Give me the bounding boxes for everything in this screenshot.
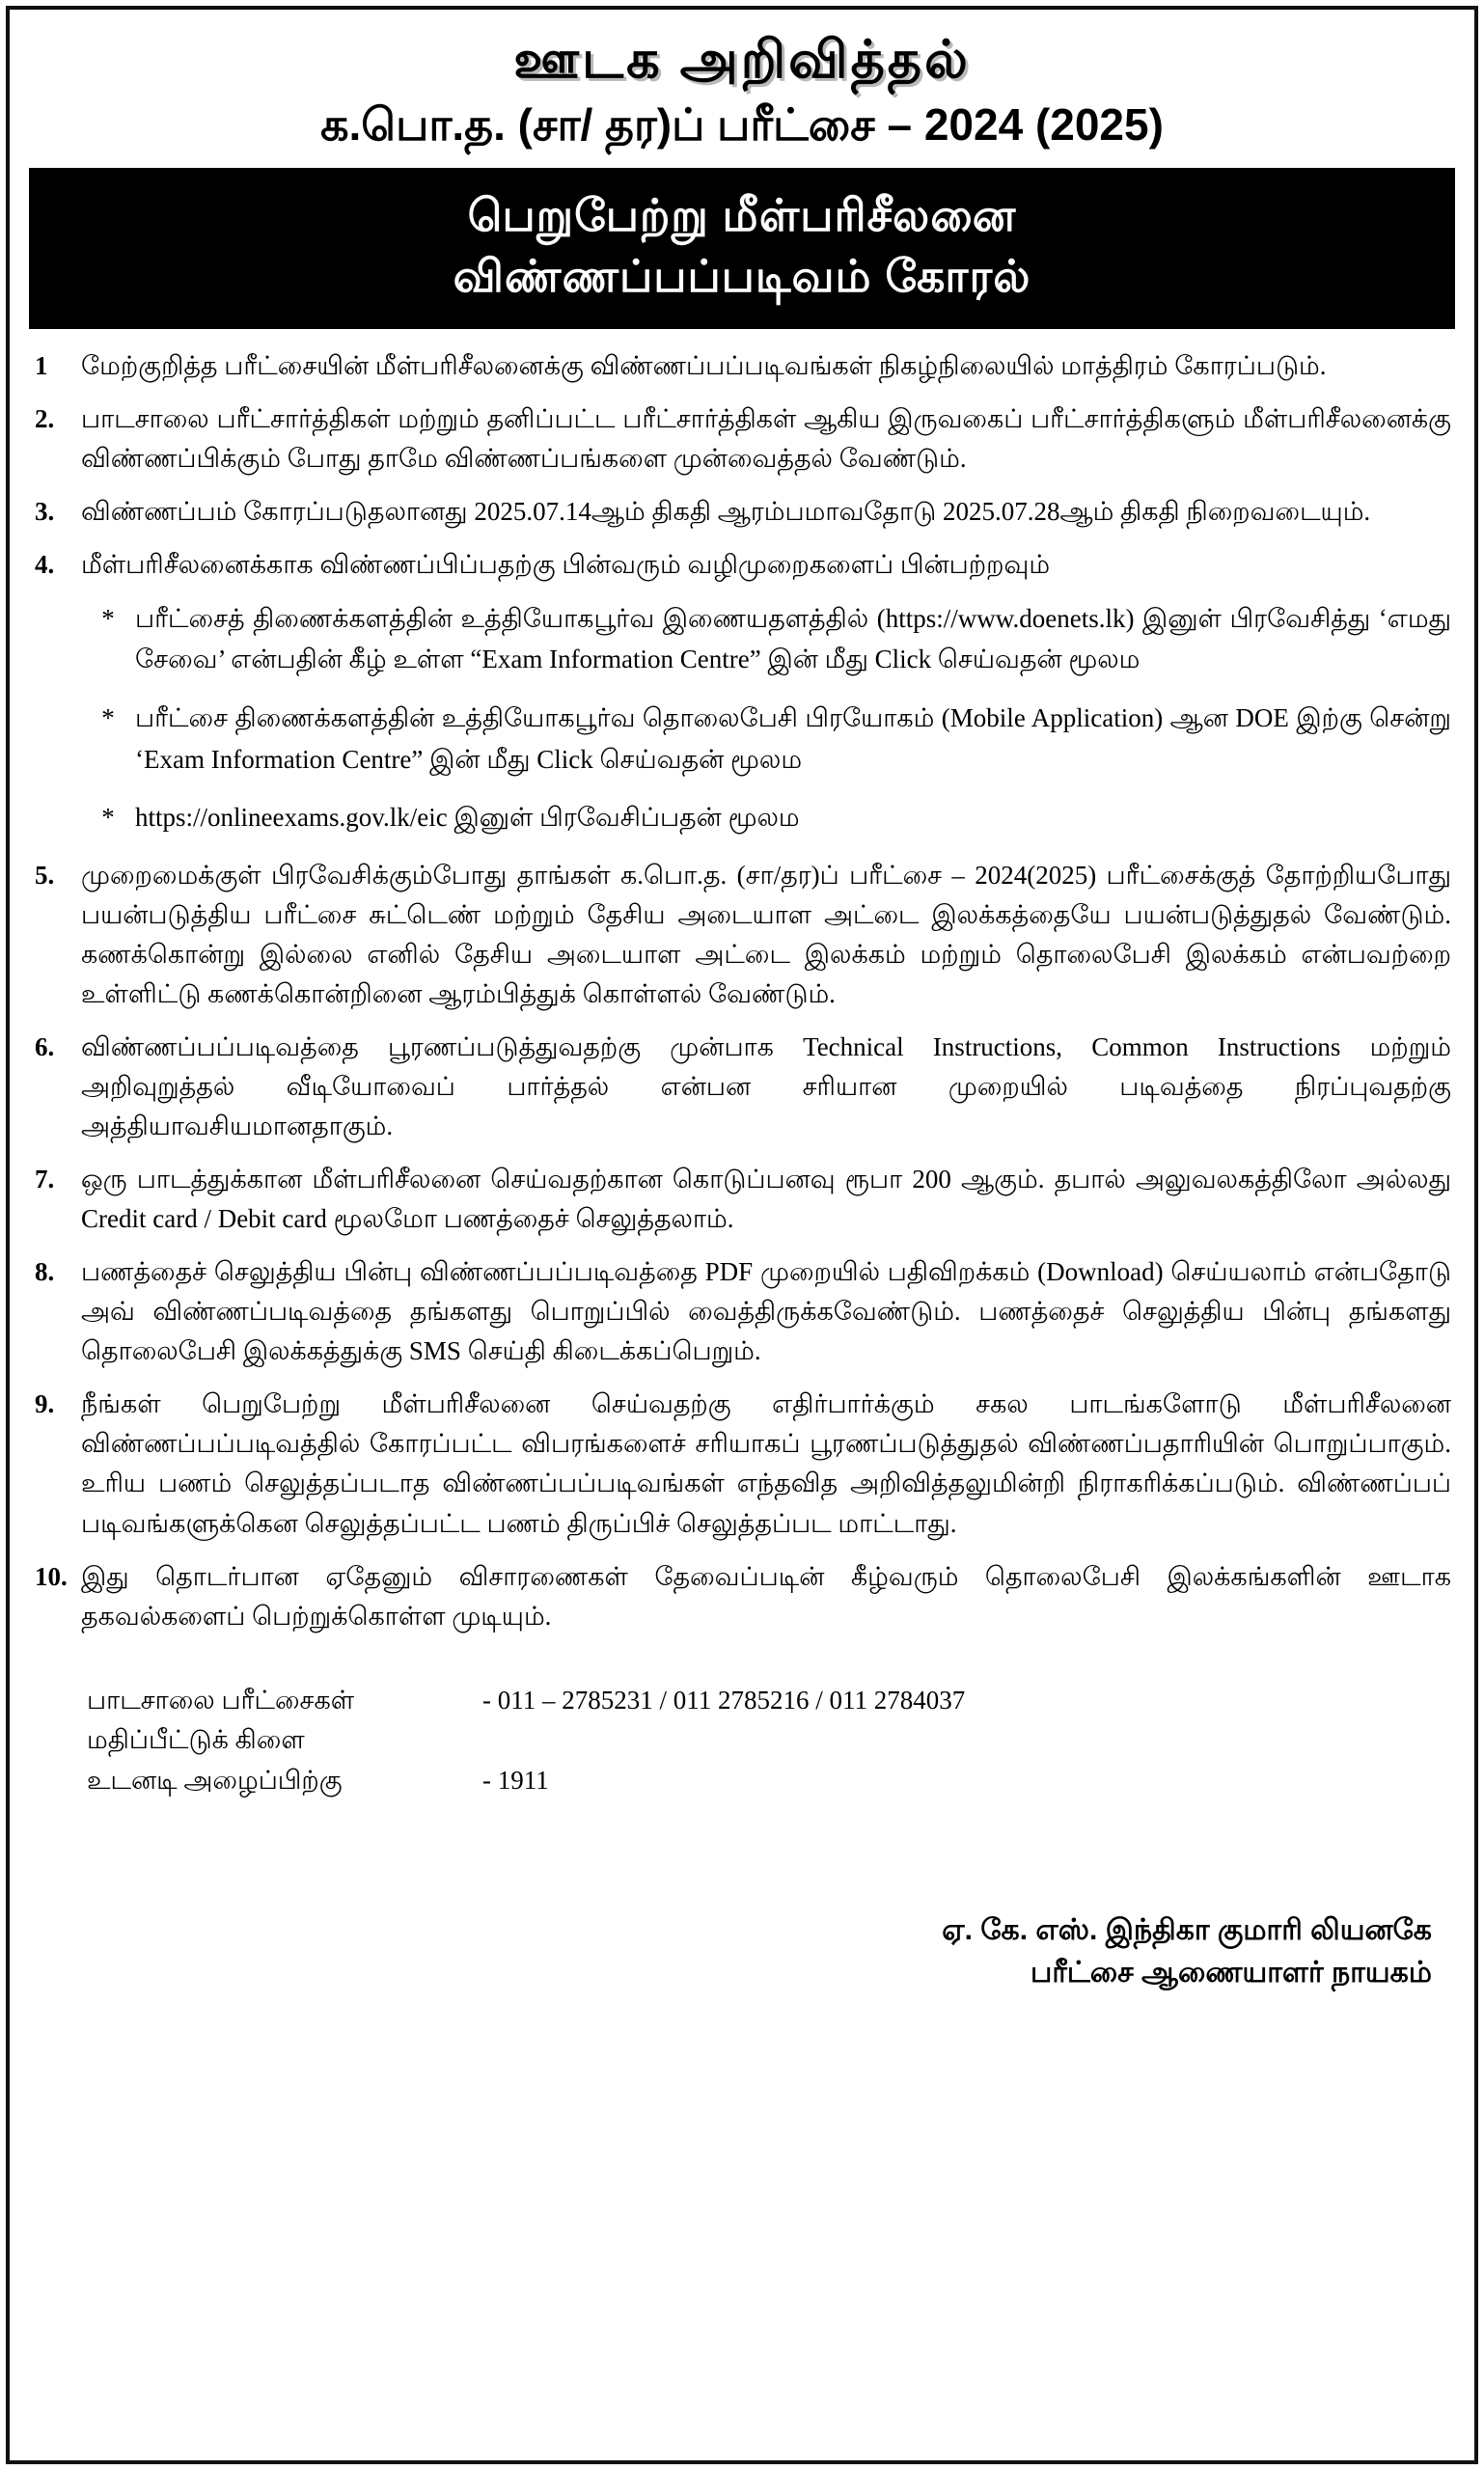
item-text: விண்ணப்பம் கோரப்படுதலானது 2025.07.14ஆம் திகதி ஆரம்பமாவதோடு 2025.07.28ஆம் திகதி நிறைவடையும். xyxy=(81,496,1371,526)
asterisk-bullet-icon: * xyxy=(101,603,115,633)
item-number: 6. xyxy=(35,1032,55,1062)
item-number: 7. xyxy=(35,1165,55,1194)
list-item xyxy=(29,1252,1451,1371)
asterisk-bullet-icon: * xyxy=(101,703,115,733)
item-text: விண்ணப்பப்படிவத்தை பூரணப்படுத்துவதற்கு முன்பாக Technical Instructions, Common Instructions மற்றும் அறிவுறுத்தல் வீடியோவைப் பார்த்தல் என்பன சரியான முறையில் படிவத்தை நிரப்புவதற்கு அத்தியாவசியமானதாகும். xyxy=(81,1032,1451,1141)
item-body-group xyxy=(81,545,1451,842)
list-item xyxy=(29,1557,1451,1636)
asterisk-bullet-icon: * xyxy=(101,803,115,833)
masthead xyxy=(19,14,1465,152)
contact-phone-numbers: - 011 – 2785231 / 011 2785216 / 011 2784037 xyxy=(482,1685,966,1715)
item-number: 3. xyxy=(35,496,55,526)
item-text: மேற்குறித்த பரீட்சையின் மீள்பரிசீலனைக்கு விண்ணப்பப்படிவங்கள் நிகழ்நிலையில் மாத்திரம் கோரப்படும். xyxy=(81,350,1327,380)
list-item xyxy=(29,492,1451,532)
sub-item-text: பரீட்சை திணைக்களத்தின் உத்தியோகபூர்வ தொலைபேசி பிரயோகம் (Mobile Application) ஆன DOE இற்கு சென்று ‘Exam Information Centre” இன் மீது Click செய்வதன் மூலம xyxy=(135,703,1451,774)
contact-row xyxy=(29,1761,1451,1801)
item-number: 5. xyxy=(35,861,55,891)
item-text: பணத்தைச் செலுத்திய பின்பு விண்ணப்பப்படிவத்தை PDF முறையில் பதிவிறக்கம் (Download) செய்யலாம் என்பதோடு அவ் விண்ணப்படிவத்தை தங்களது பொறுப்பில் வைத்திருக்கவேண்டும். பணத்தைச் செலுத்திய பின்பு தங்களது தொலைபேசி இலக்கத்துக்கு SMS செய்தி கிடைக்கப்பெறும். xyxy=(81,1257,1451,1366)
contact-label: பாடசாலை பரீட்சைகள் மதிப்பீட்டுக் கிளை xyxy=(87,1685,355,1755)
exam-subtitle: க.பொ.த. (சா/ தர)ப் பரீட்சை – 2024 (2025) xyxy=(320,99,1164,151)
sub-list-item xyxy=(81,698,1451,780)
method-sub-list xyxy=(81,598,1451,838)
item-text: முறைமைக்குள் பிரவேசிக்கும்போது தாங்கள் க.பொ.த. (சா/தர)ப் பரீட்சை – 2024(2025) பரீட்சைக்குத் தோற்றியபோது பயன்படுத்திய பரீட்சை சுட்டெண் மற்றும் தேசிய அடையாள அட்டை இலக்கத்தையே பயன்படுத்துதல் வேண்டும். கணக்கொன்று இல்லை எனில் தேசிய அடையாள அட்டை இலக்கம் மற்றும் தொலைபேசி இலக்கம் என்பவற்றை உள்ளிட்டு கணக்கொன்றினை ஆரம்பித்துக் கொள்ளல் வேண்டும். xyxy=(81,861,1451,1009)
sub-item-text: https://onlineexams.gov.lk/eic இனுள் பிரவேசிப்பதன் மூலம xyxy=(135,803,800,833)
item-number: 2. xyxy=(35,403,55,433)
signatory-name: ஏ. கே. எஸ். இந்திகா குமாரி லியனகே xyxy=(942,1914,1432,1947)
list-item xyxy=(29,1385,1451,1543)
banner-line-2: விண்ணப்பப்படிவம் கோரல் xyxy=(453,251,1031,302)
instruction-list xyxy=(19,346,1465,1636)
list-item xyxy=(29,545,1451,842)
item-text: ஒரு பாடத்துக்கான மீள்பரிசீலனை செய்வதற்கான கொடுப்பனவு ரூபா 200 ஆகும். தபால் அலுவலகத்திலோ அல்லது Credit card / Debit card மூலமோ பணத்தைச் செலுத்தலாம். xyxy=(81,1165,1452,1234)
item-number: 10. xyxy=(35,1561,68,1591)
signature-block xyxy=(19,1909,1465,1993)
item-text: மீள்பரிசீலனைக்காக விண்ணப்பிப்பதற்கு பின்வரும் வழிமுறைகளைப் பின்பற்றவும் xyxy=(81,549,1051,579)
item-number: 4. xyxy=(35,549,55,579)
list-item xyxy=(29,346,1451,386)
item-text: பாடசாலை பரீட்சார்த்திகள் மற்றும் தனிப்பட்ட பரீட்சார்த்திகள் ஆகிய இருவகைப் பரீட்சார்த்திகளும் மீள்பரிசீலனைக்கு விண்ணப்பிக்கும் போது தாமே விண்ணப்பங்களை முன்வைத்தல் வேண்டும். xyxy=(81,403,1451,473)
list-item xyxy=(29,399,1451,479)
contact-row xyxy=(29,1681,1451,1762)
item-number: 9. xyxy=(35,1389,55,1419)
page-title: ஊடக அறிவித்தல் xyxy=(513,31,971,89)
document-content xyxy=(19,14,1465,2456)
hotline-number: - 1911 xyxy=(482,1766,549,1796)
list-item xyxy=(29,856,1451,1014)
sub-list-item xyxy=(81,598,1451,680)
notice-banner xyxy=(29,168,1455,329)
list-item xyxy=(29,1160,1451,1239)
signatory-designation: பரீட்சை ஆணையாளர் நாயகம் xyxy=(1031,1956,1432,1989)
list-item xyxy=(29,1028,1451,1146)
contact-block xyxy=(19,1681,1465,1802)
banner-line-1: பெறுபேற்று மீள்பரிசீலனை xyxy=(467,189,1017,240)
item-text: நீங்கள் பெறுபேற்று மீள்பரிசீலனை செய்வதற்கு எதிர்பார்க்கும் சகல பாடங்களோடு மீள்பரிசீலனை விண்ணப்பப்படிவத்தில் கோரப்பட்ட விபரங்களைச் சரியாகப் பூரணப்படுத்துதல் விண்ணப்பதாரியின் பொறுப்பாகும். உரிய பணம் செலுத்தப்படாத விண்ணப்பப்படிவங்கள் எந்தவித அறிவித்தலுமின்றி நிராகரிக்கப்படும். விண்ணப்பப் படிவங்களுக்கென செலுத்தப்பட்ட பணம் திருப்பிச் செலுத்தப்பட மாட்டாது. xyxy=(81,1389,1451,1538)
sub-list-item xyxy=(81,797,1451,838)
item-text: இது தொடர்பான ஏதேனும் விசாரணைகள் தேவைப்படின் கீழ்வரும் தொலைபேசி இலக்கங்களின் ஊடாக தகவல்களைப் பெற்றுக்கொள்ள முடியும். xyxy=(81,1561,1451,1631)
item-number: 1 xyxy=(35,350,48,380)
contact-label: உடனடி அழைப்பிற்கு xyxy=(87,1766,343,1796)
sub-item-text: பரீட்சைத் திணைக்களத்தின் உத்தியோகபூர்வ இணையதளத்தில் (https://www.doenets.lk) இனுள் பிரவேசித்து ‘எமது சேவை’ என்பதின் கீழ் உள்ள “Exam Information Centre” இன் மீது Click செய்வதன் மூலம xyxy=(135,603,1451,674)
item-number: 8. xyxy=(35,1257,55,1287)
